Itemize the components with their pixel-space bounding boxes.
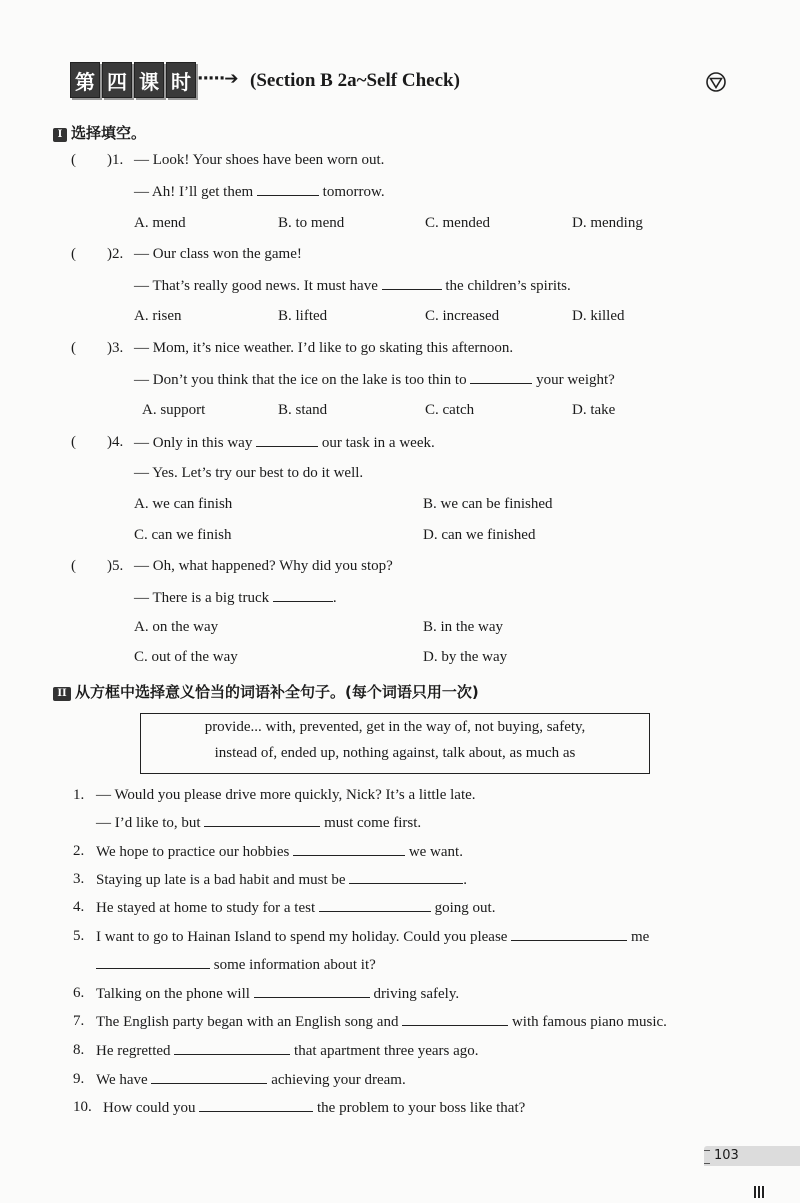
item-5-b: me — [630, 929, 650, 945]
item-5-text — [96, 928, 649, 946]
q2-option-d[interactable]: D. killed — [572, 308, 625, 324]
qr-code-icon — [754, 1186, 766, 1198]
item-5-a: I want to go to Hainan Island to spend my holiday. Could you please — [96, 929, 508, 945]
lesson-badge — [70, 62, 196, 98]
page-number: 103 — [714, 1148, 739, 1163]
item-5-number: 5. — [73, 928, 85, 944]
q2-option-a[interactable]: A. risen — [134, 308, 182, 324]
item-7-number: 7. — [73, 1013, 85, 1029]
q2-blank[interactable] — [382, 277, 442, 290]
q3-line1: — Mom, it’s nice weather. I’d like to go skating this afternoon. — [134, 340, 514, 356]
item-2-blank[interactable] — [293, 843, 405, 856]
item-2-b: we want. — [408, 844, 463, 860]
q2-line2-b: the children’s spirits. — [445, 278, 571, 294]
item-10-blank[interactable] — [199, 1099, 313, 1112]
item-6-text — [96, 985, 459, 1003]
q4-line1-b: our task in a week. — [321, 435, 435, 451]
q3-option-b[interactable]: B. stand — [278, 402, 328, 418]
item-7-a: The English party began with an English song and — [96, 1014, 399, 1030]
section-2-heading — [53, 681, 479, 702]
q4-line1-a: — Only in this way — [134, 435, 253, 451]
item-2-a: We hope to practice our hobbies — [96, 844, 290, 860]
item-5-line2-b: some information about it? — [213, 957, 376, 973]
q1-line1: — Look! Your shoes have been worn out. — [134, 152, 385, 168]
q3-line2-a: — Don’t you think that the ice on the lake is too thin to — [134, 372, 467, 388]
item-4-blank[interactable] — [319, 899, 431, 912]
q5-line1: — Oh, what happened? Why did you stop? — [134, 558, 393, 574]
q1-line2 — [134, 183, 385, 201]
item-4-b: going out. — [434, 900, 496, 916]
item-10-text — [103, 1099, 525, 1117]
item-2-number: 2. — [73, 843, 85, 859]
section-2-heading-text: 从方框中选择意义恰当的词语补全句子。(每个词语只用一次) — [75, 683, 479, 701]
q2-paren: ( — [71, 246, 76, 262]
item-1-number: 1. — [73, 787, 85, 803]
word-bank-line-2: instead of, ended up, nothing against, talk about, as much as — [214, 745, 576, 761]
item-4-a: He stayed at home to study for a test — [96, 900, 316, 916]
page-tab-marker — [704, 1150, 710, 1164]
q5-line2 — [134, 589, 337, 607]
q2-line2-a: — That’s really good news. It must have — [134, 278, 378, 294]
item-8-a: He regretted — [96, 1043, 171, 1059]
q5-number: )5. — [107, 558, 124, 574]
item-8-blank[interactable] — [174, 1042, 290, 1055]
header-arrow: ·····➔ — [197, 69, 238, 89]
q2-option-c[interactable]: C. increased — [425, 308, 500, 324]
q1-option-b[interactable]: B. to mend — [278, 215, 345, 231]
item-3-a: Staying up late is a bad habit and must be — [96, 872, 346, 888]
word-bank-line-1: provide... with, prevented, get in the way of, not buying, safety, — [204, 719, 586, 735]
item-2-text — [96, 843, 463, 861]
q1-option-c[interactable]: C. mended — [425, 215, 490, 231]
q1-line2-b: tomorrow. — [322, 184, 385, 200]
item-9-text — [96, 1071, 406, 1089]
q1-option-d[interactable]: D. mending — [572, 215, 643, 231]
q3-option-a[interactable]: A. support — [142, 402, 206, 418]
page-title: (Section B 2a~Self Check) — [250, 70, 460, 91]
q1-line2-a: — Ah! I’ll get them — [134, 184, 254, 200]
q3-paren: ( — [71, 340, 76, 356]
item-3-number: 3. — [73, 871, 85, 887]
item-4-number: 4. — [73, 899, 85, 915]
item-8-text — [96, 1042, 479, 1060]
item-1-line2 — [96, 814, 421, 832]
q1-number: )1. — [107, 152, 124, 168]
badge-char-4: 时 — [166, 62, 196, 98]
q5-blank[interactable] — [273, 589, 333, 602]
item-9-number: 9. — [73, 1071, 85, 1087]
item-5-blank-2[interactable] — [96, 956, 210, 969]
q1-paren: ( — [71, 152, 76, 168]
q4-option-b[interactable]: B. we can be finished — [423, 496, 553, 512]
q1-blank[interactable] — [257, 183, 319, 196]
item-6-number: 6. — [73, 985, 85, 1001]
item-5-blank-1[interactable] — [511, 928, 627, 941]
q3-line2 — [134, 371, 615, 389]
item-8-number: 8. — [73, 1042, 85, 1058]
q4-paren: ( — [71, 434, 76, 450]
item-8-b: that apartment three years ago. — [294, 1043, 479, 1059]
q3-line2-b: your weight? — [536, 372, 615, 388]
badge-char-2: 四 — [102, 62, 132, 98]
item-9-b: achieving your dream. — [271, 1072, 406, 1088]
item-1-line2-a: — I’d like to, but — [96, 815, 201, 831]
q4-option-a[interactable]: A. we can finish — [134, 496, 233, 512]
item-9-blank[interactable] — [151, 1071, 267, 1084]
badge-char-1: 第 — [70, 62, 100, 98]
q2-line2 — [134, 277, 571, 295]
q4-option-c[interactable]: C. can we finish — [134, 527, 232, 543]
item-6-blank[interactable] — [254, 985, 370, 998]
q4-line1 — [134, 434, 435, 452]
item-10-number: 10. — [73, 1099, 92, 1115]
item-7-text — [96, 1013, 667, 1031]
item-1-text: — Would you please drive more quickly, Nick? It’s a little late. — [96, 787, 476, 803]
q5-option-b[interactable]: B. in the way — [423, 619, 503, 635]
section-1-heading — [53, 122, 146, 143]
q1-option-a[interactable]: A. mend — [134, 215, 186, 231]
q5-option-a[interactable]: A. on the way — [134, 619, 219, 635]
section-1-marker: I — [53, 128, 67, 142]
item-10-b: the problem to your boss like that? — [317, 1100, 526, 1116]
section-1-heading-text: 选择填空。 — [71, 124, 147, 142]
item-3-blank[interactable] — [349, 871, 463, 884]
q5-paren: ( — [71, 558, 76, 574]
item-7-blank[interactable] — [402, 1013, 508, 1026]
q3-option-c[interactable]: C. catch — [425, 402, 475, 418]
item-4-text — [96, 899, 495, 917]
q4-number: )4. — [107, 434, 124, 450]
q4-option-d[interactable]: D. can we finished — [423, 527, 536, 543]
item-1-line2-b: must come first. — [324, 815, 422, 831]
q2-line1: — Our class won the game! — [134, 246, 302, 262]
item-3-text — [96, 871, 467, 889]
q3-number: )3. — [107, 340, 124, 356]
item-9-a: We have — [96, 1072, 148, 1088]
q2-number: )2. — [107, 246, 124, 262]
item-5-line2 — [96, 956, 376, 974]
q5-option-d[interactable]: D. by the way — [423, 649, 508, 665]
item-7-b: with famous piano music. — [511, 1014, 667, 1030]
item-10-a: How could you — [103, 1100, 196, 1116]
q5-line2-b: . — [332, 590, 337, 606]
word-bank-box — [140, 713, 650, 774]
q5-option-c[interactable]: C. out of the way — [134, 649, 238, 665]
badge-char-3: 课 — [134, 62, 164, 98]
q4-line2: — Yes. Let’s try our best to do it well. — [134, 465, 364, 481]
section-2-marker: II — [53, 687, 71, 701]
q3-option-d[interactable]: D. take — [572, 402, 616, 418]
item-6-a: Talking on the phone will — [96, 986, 250, 1002]
q3-blank[interactable] — [470, 371, 532, 384]
item-3-b: . — [463, 872, 468, 888]
q5-line2-a: — There is a big truck — [134, 590, 270, 606]
triangle-circle-icon — [706, 72, 726, 92]
q4-blank[interactable] — [256, 434, 318, 447]
item-1-blank[interactable] — [204, 814, 320, 827]
item-6-b: driving safely. — [373, 986, 460, 1002]
q2-option-b[interactable]: B. lifted — [278, 308, 328, 324]
